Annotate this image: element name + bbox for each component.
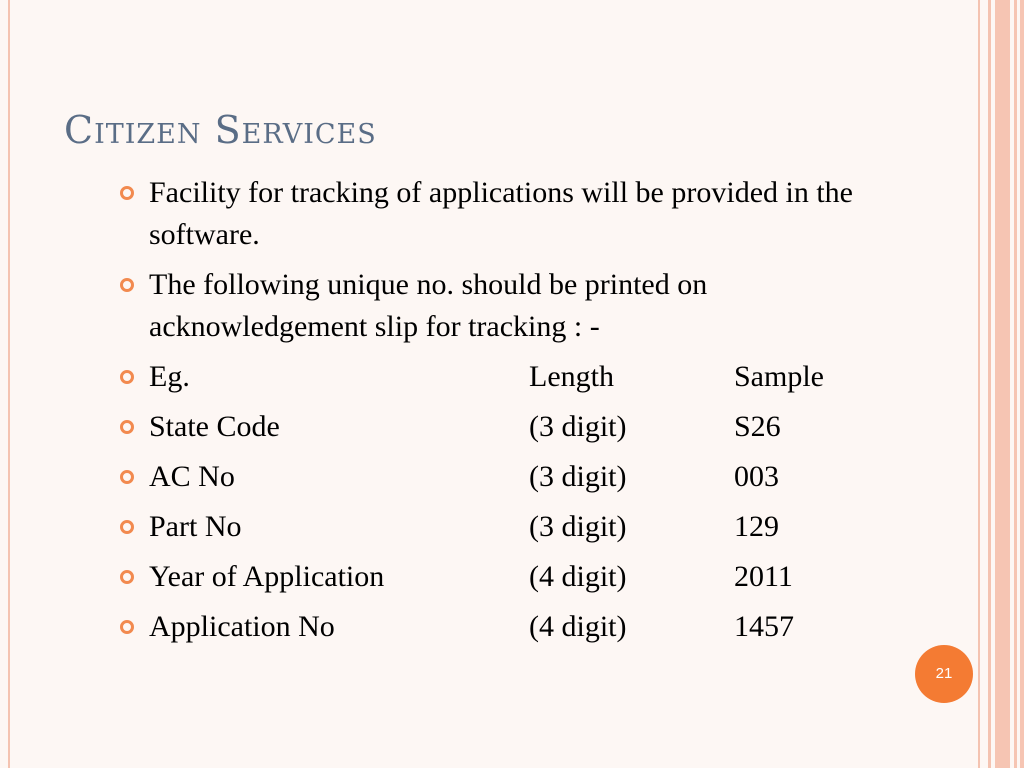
slide-content <box>120 172 920 656</box>
table-row <box>120 506 920 548</box>
stripe <box>1014 0 1017 768</box>
table-row <box>120 606 920 648</box>
paragraph-text: Facility for tracking of applications will be provided in the software. <box>149 176 853 251</box>
row-length: (3 digit) <box>529 510 627 543</box>
stripe <box>995 0 1010 768</box>
ring-bullet-icon <box>120 186 134 200</box>
ring-bullet-icon <box>120 370 134 384</box>
table-row <box>120 456 920 498</box>
ring-bullet-icon <box>120 620 134 634</box>
ring-bullet-icon <box>120 470 134 484</box>
row-sample: S26 <box>734 410 781 443</box>
ring-bullet-icon <box>120 420 134 434</box>
left-border-line <box>8 0 10 768</box>
row-field: Application No <box>149 610 335 643</box>
row-field: Year of Application <box>149 560 385 593</box>
row-length: Length <box>529 360 614 393</box>
row-sample: 2011 <box>734 560 793 593</box>
row-field: State Code <box>149 410 280 443</box>
page-number-badge: 21 <box>915 645 973 703</box>
row-length: (3 digit) <box>529 460 627 493</box>
bullet-item <box>120 172 920 256</box>
row-sample: 1457 <box>734 610 794 643</box>
stripe <box>1020 0 1024 768</box>
row-length: (4 digit) <box>529 610 627 643</box>
ring-bullet-icon <box>120 520 134 534</box>
row-sample: Sample <box>734 360 824 393</box>
table-row <box>120 356 920 398</box>
row-length: (4 digit) <box>529 560 627 593</box>
slide-title: Citizen Services <box>64 108 377 152</box>
stripe <box>988 0 991 768</box>
stripe <box>978 0 980 768</box>
paragraph-text: The following unique no. should be printed on acknowledgement slip for tracking : - <box>149 268 708 343</box>
row-field: Part No <box>149 510 242 543</box>
bullet-item <box>120 264 920 348</box>
table-row <box>120 556 920 598</box>
row-field: AC No <box>149 460 235 493</box>
table-row <box>120 406 920 448</box>
row-sample: 129 <box>734 510 779 543</box>
ring-bullet-icon <box>120 278 134 292</box>
row-length: (3 digit) <box>529 410 627 443</box>
ring-bullet-icon <box>120 570 134 584</box>
row-sample: 003 <box>734 460 779 493</box>
row-field: Eg. <box>149 360 190 393</box>
right-decorative-stripes <box>978 0 1024 768</box>
